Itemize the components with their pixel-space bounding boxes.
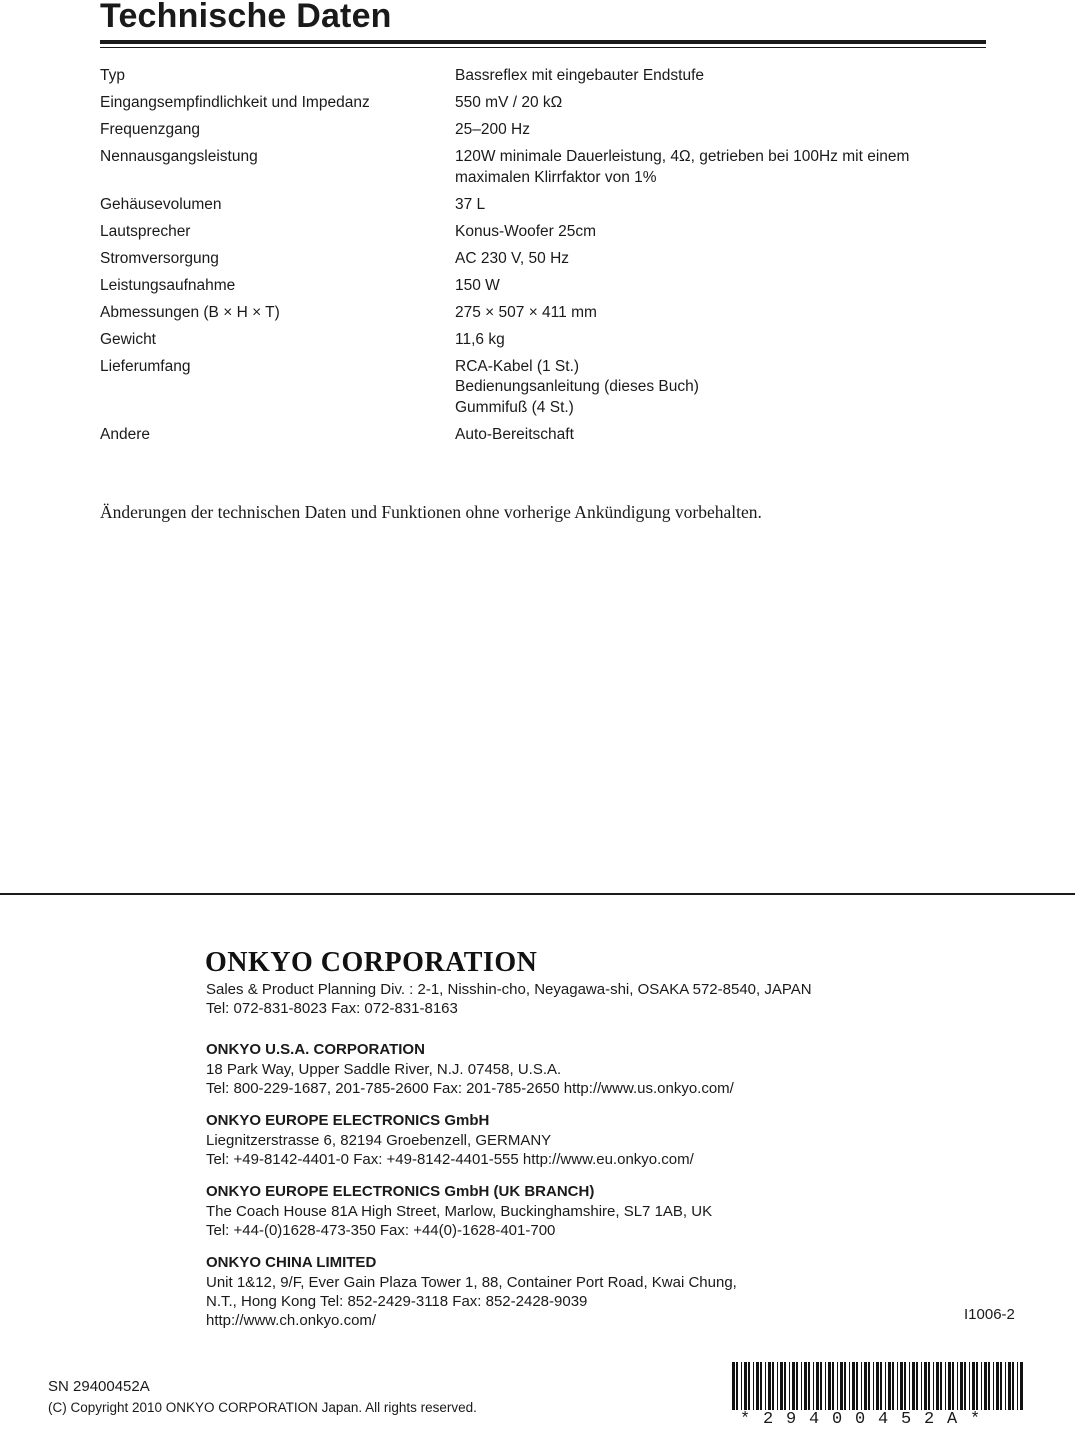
page-title: Technische Daten — [100, 0, 392, 35]
barcode-bar — [885, 1362, 886, 1410]
spec-row — [100, 330, 986, 351]
barcode-bar — [933, 1362, 934, 1410]
spec-value-line: 25–200 Hz — [455, 121, 530, 138]
branch-office — [206, 1039, 886, 1098]
barcode-bar — [880, 1362, 882, 1410]
barcode-bar — [940, 1362, 942, 1410]
barcode-bar — [741, 1362, 742, 1410]
spec-value-line: 120W minimale Dauerleistung, 4Ω, getrieben bei 100Hz mit einem — [455, 148, 910, 165]
barcode-bar — [1012, 1362, 1014, 1410]
spec-label: Stromversorgung — [100, 249, 219, 267]
barcode-bar — [924, 1362, 927, 1410]
barcode-bar — [864, 1362, 867, 1410]
barcode-bar — [969, 1362, 970, 1410]
spec-label: Lieferumfang — [100, 357, 191, 375]
spec-row — [100, 93, 986, 114]
barcode-bar — [732, 1362, 735, 1410]
document-code: I1006-2 — [964, 1306, 1015, 1323]
spec-label: Gehäusevolumen — [100, 195, 222, 213]
spec-value-line: 11,6 kg — [455, 330, 505, 348]
headquarters-contact: Tel: 072-831-8023 Fax: 072-831-8163 — [206, 1000, 458, 1017]
spec-row — [100, 195, 986, 216]
branch-line: Tel: 800-229-1687, 201-785-2600 Fax: 201-785-2650 http://www.us.onkyo.com/ — [206, 1080, 734, 1097]
barcode-bar — [876, 1362, 879, 1410]
spec-row — [100, 303, 986, 324]
barcode-bar — [856, 1362, 858, 1410]
barcode-bar — [849, 1362, 850, 1410]
spec-row — [100, 120, 986, 141]
branch-line: Tel: +44-(0)1628-473-350 Fax: +44(0)-1628-401-700 — [206, 1222, 556, 1239]
branch-list — [206, 1039, 886, 1330]
barcode-bar — [916, 1362, 918, 1410]
footer-divider — [0, 893, 1075, 895]
barcode-bar — [888, 1362, 891, 1410]
title-rule-thin — [100, 47, 986, 48]
spec-row — [100, 357, 986, 419]
spec-value — [455, 120, 986, 141]
branch-name: ONKYO CHINA LIMITED — [206, 1254, 377, 1271]
barcode-bar — [765, 1362, 766, 1410]
spec-value-line: Konus-Woofer 25cm — [455, 222, 596, 240]
barcode-bar — [912, 1362, 915, 1410]
barcode-bar — [1008, 1362, 1011, 1410]
corporation-info — [206, 946, 886, 1330]
barcode-bar — [828, 1362, 831, 1410]
headquarters — [206, 980, 886, 1018]
spec-label: Abmessungen (B × H × T) — [100, 303, 280, 321]
spec-value-line: Auto-Bereitschaft — [455, 425, 574, 443]
barcode-bar — [952, 1362, 954, 1410]
branch-line: Tel: +49-8142-4401-0 Fax: +49-8142-4401-555 http://www.eu.onkyo.com/ — [206, 1151, 694, 1168]
barcode-bar — [996, 1362, 999, 1410]
barcode-bar — [768, 1362, 771, 1410]
spec-value-line: 275 × 507 × 411 mm — [455, 303, 597, 321]
copyright-notice: (C) Copyright 2010 ONKYO CORPORATION Japan. All rights reserved. — [48, 1400, 477, 1415]
spec-label: Frequenzgang — [100, 121, 200, 138]
barcode-bar — [736, 1362, 738, 1410]
spec-value — [455, 357, 986, 419]
serial-number: SN 29400452A — [48, 1378, 150, 1395]
spec-table — [100, 66, 986, 452]
barcode-bar — [789, 1362, 790, 1410]
change-notice: Änderungen der technischen Daten und Funktionen ohne vorherige Ankündigung vorbehalten. — [100, 502, 762, 522]
barcode-text: *29400452A* — [740, 1410, 994, 1429]
spec-value-line: Bedienungsanleitung (dieses Buch) — [455, 378, 699, 395]
branch-name: ONKYO U.S.A. CORPORATION — [206, 1041, 425, 1058]
barcode-bar — [777, 1362, 778, 1410]
spec-value — [455, 276, 986, 297]
barcode-bar — [892, 1362, 894, 1410]
spec-value — [455, 222, 986, 243]
barcode-bar — [964, 1362, 966, 1410]
spec-value — [455, 425, 986, 446]
spec-value-line: Gummifuß (4 St.) — [455, 398, 574, 416]
barcode-bar — [844, 1362, 846, 1410]
spec-row — [100, 222, 986, 243]
spec-value — [455, 195, 986, 216]
branch-line: 18 Park Way, Upper Saddle River, N.J. 07458, U.S.A. — [206, 1061, 562, 1078]
branch-office — [206, 1181, 886, 1240]
spec-row — [100, 276, 986, 297]
barcode-bar — [928, 1362, 930, 1410]
spec-value-line: RCA-Kabel (1 St.) — [455, 357, 580, 375]
barcode-bar — [1020, 1362, 1023, 1410]
barcode-bar — [861, 1362, 862, 1410]
spec-value — [455, 303, 986, 324]
spec-value — [455, 93, 986, 114]
barcode-bar — [808, 1362, 810, 1410]
barcode-bar — [984, 1362, 987, 1410]
spec-row — [100, 147, 986, 188]
spec-value — [455, 249, 986, 270]
spec-value-line: maximalen Klirrfaktor von 1% — [455, 168, 657, 186]
barcode-bar — [972, 1362, 975, 1410]
barcode-bar — [748, 1362, 750, 1410]
barcode-bar — [820, 1362, 822, 1410]
barcode-bar — [780, 1362, 783, 1410]
spec-value — [455, 147, 986, 188]
barcode-bar — [993, 1362, 994, 1410]
barcode-bar — [772, 1362, 774, 1410]
barcode-bar — [837, 1362, 838, 1410]
spec-label: Nennausgangsleistung — [100, 148, 258, 165]
barcode-bar — [756, 1362, 759, 1410]
barcode-bar — [813, 1362, 814, 1410]
spec-label: Typ — [100, 67, 125, 84]
branch-line: N.T., Hong Kong Tel: 852-2429-3118 Fax: 852-2428-9039 — [206, 1293, 588, 1310]
barcode-bar — [852, 1362, 855, 1410]
branch-office — [206, 1110, 886, 1169]
branch-line: Unit 1&12, 9/F, Ever Gain Plaza Tower 1, 88, Container Port Road, Kwai Chung, — [206, 1274, 737, 1291]
barcode-bar — [981, 1362, 982, 1410]
barcode-bar — [868, 1362, 870, 1410]
headquarters-address: Sales & Product Planning Div. : 2-1, Nisshin-cho, Neyagawa-shi, OSAKA 572-8540, JAPAN — [206, 981, 812, 998]
barcode-bar — [804, 1362, 807, 1410]
spec-value-line: 150 W — [455, 276, 500, 294]
barcode-bar — [976, 1362, 978, 1410]
barcode-bar — [816, 1362, 819, 1410]
spec-label: Andere — [100, 425, 150, 443]
barcode — [732, 1362, 1026, 1410]
spec-value-line: 550 mV / 20 kΩ — [455, 94, 563, 111]
branch-line: http://www.ch.onkyo.com/ — [206, 1312, 377, 1329]
spec-label: Gewicht — [100, 330, 156, 348]
barcode-bar — [936, 1362, 939, 1410]
spec-value — [455, 66, 986, 87]
barcode-bar — [988, 1362, 990, 1410]
barcode-bar — [1000, 1362, 1002, 1410]
spec-value — [455, 330, 986, 351]
barcode-bar — [832, 1362, 834, 1410]
spec-label: Eingangsempfindlichkeit und Impedanz — [100, 94, 370, 111]
branch-line: The Coach House 81A High Street, Marlow, Buckinghamshire, SL7 1AB, UK — [206, 1203, 713, 1220]
spec-label: Leistungsaufnahme — [100, 276, 236, 294]
barcode-bar — [801, 1362, 802, 1410]
barcode-bar — [792, 1362, 795, 1410]
title-rule-thick — [100, 40, 986, 44]
barcode-bar — [1017, 1362, 1018, 1410]
barcode-bar — [900, 1362, 903, 1410]
barcode-bar — [753, 1362, 754, 1410]
spec-row — [100, 249, 986, 270]
barcode-bar — [796, 1362, 798, 1410]
spec-value-line: Bassreflex mit eingebauter Endstufe — [455, 67, 704, 84]
barcode-bar — [840, 1362, 843, 1410]
branch-office — [206, 1252, 886, 1330]
spec-row — [100, 66, 986, 87]
spec-value-line: 37 L — [455, 195, 486, 213]
spec-label: Lautsprecher — [100, 222, 191, 240]
branch-line: Liegnitzerstrasse 6, 82194 Groebenzell, GERMANY — [206, 1132, 552, 1149]
barcode-bar — [921, 1362, 922, 1410]
branch-name: ONKYO EUROPE ELECTRONICS GmbH (UK BRANCH) — [206, 1183, 595, 1200]
barcode-bar — [760, 1362, 762, 1410]
spec-value-line: AC 230 V, 50 Hz — [455, 249, 570, 267]
barcode-bar — [960, 1362, 963, 1410]
barcode-bar — [744, 1362, 747, 1410]
barcode-bar — [825, 1362, 826, 1410]
barcode-bar — [873, 1362, 874, 1410]
onkyo-logo: ONKYO CORPORATION — [205, 947, 538, 978]
barcode-bar — [897, 1362, 898, 1410]
barcode-bar — [948, 1362, 951, 1410]
barcode-bar — [1005, 1362, 1006, 1410]
branch-name: ONKYO EUROPE ELECTRONICS GmbH — [206, 1112, 490, 1129]
barcode-bar — [909, 1362, 910, 1410]
barcode-bar — [784, 1362, 786, 1410]
barcode-bar — [945, 1362, 946, 1410]
barcode-bar — [957, 1362, 958, 1410]
barcode-bar — [904, 1362, 906, 1410]
spec-row — [100, 425, 986, 446]
